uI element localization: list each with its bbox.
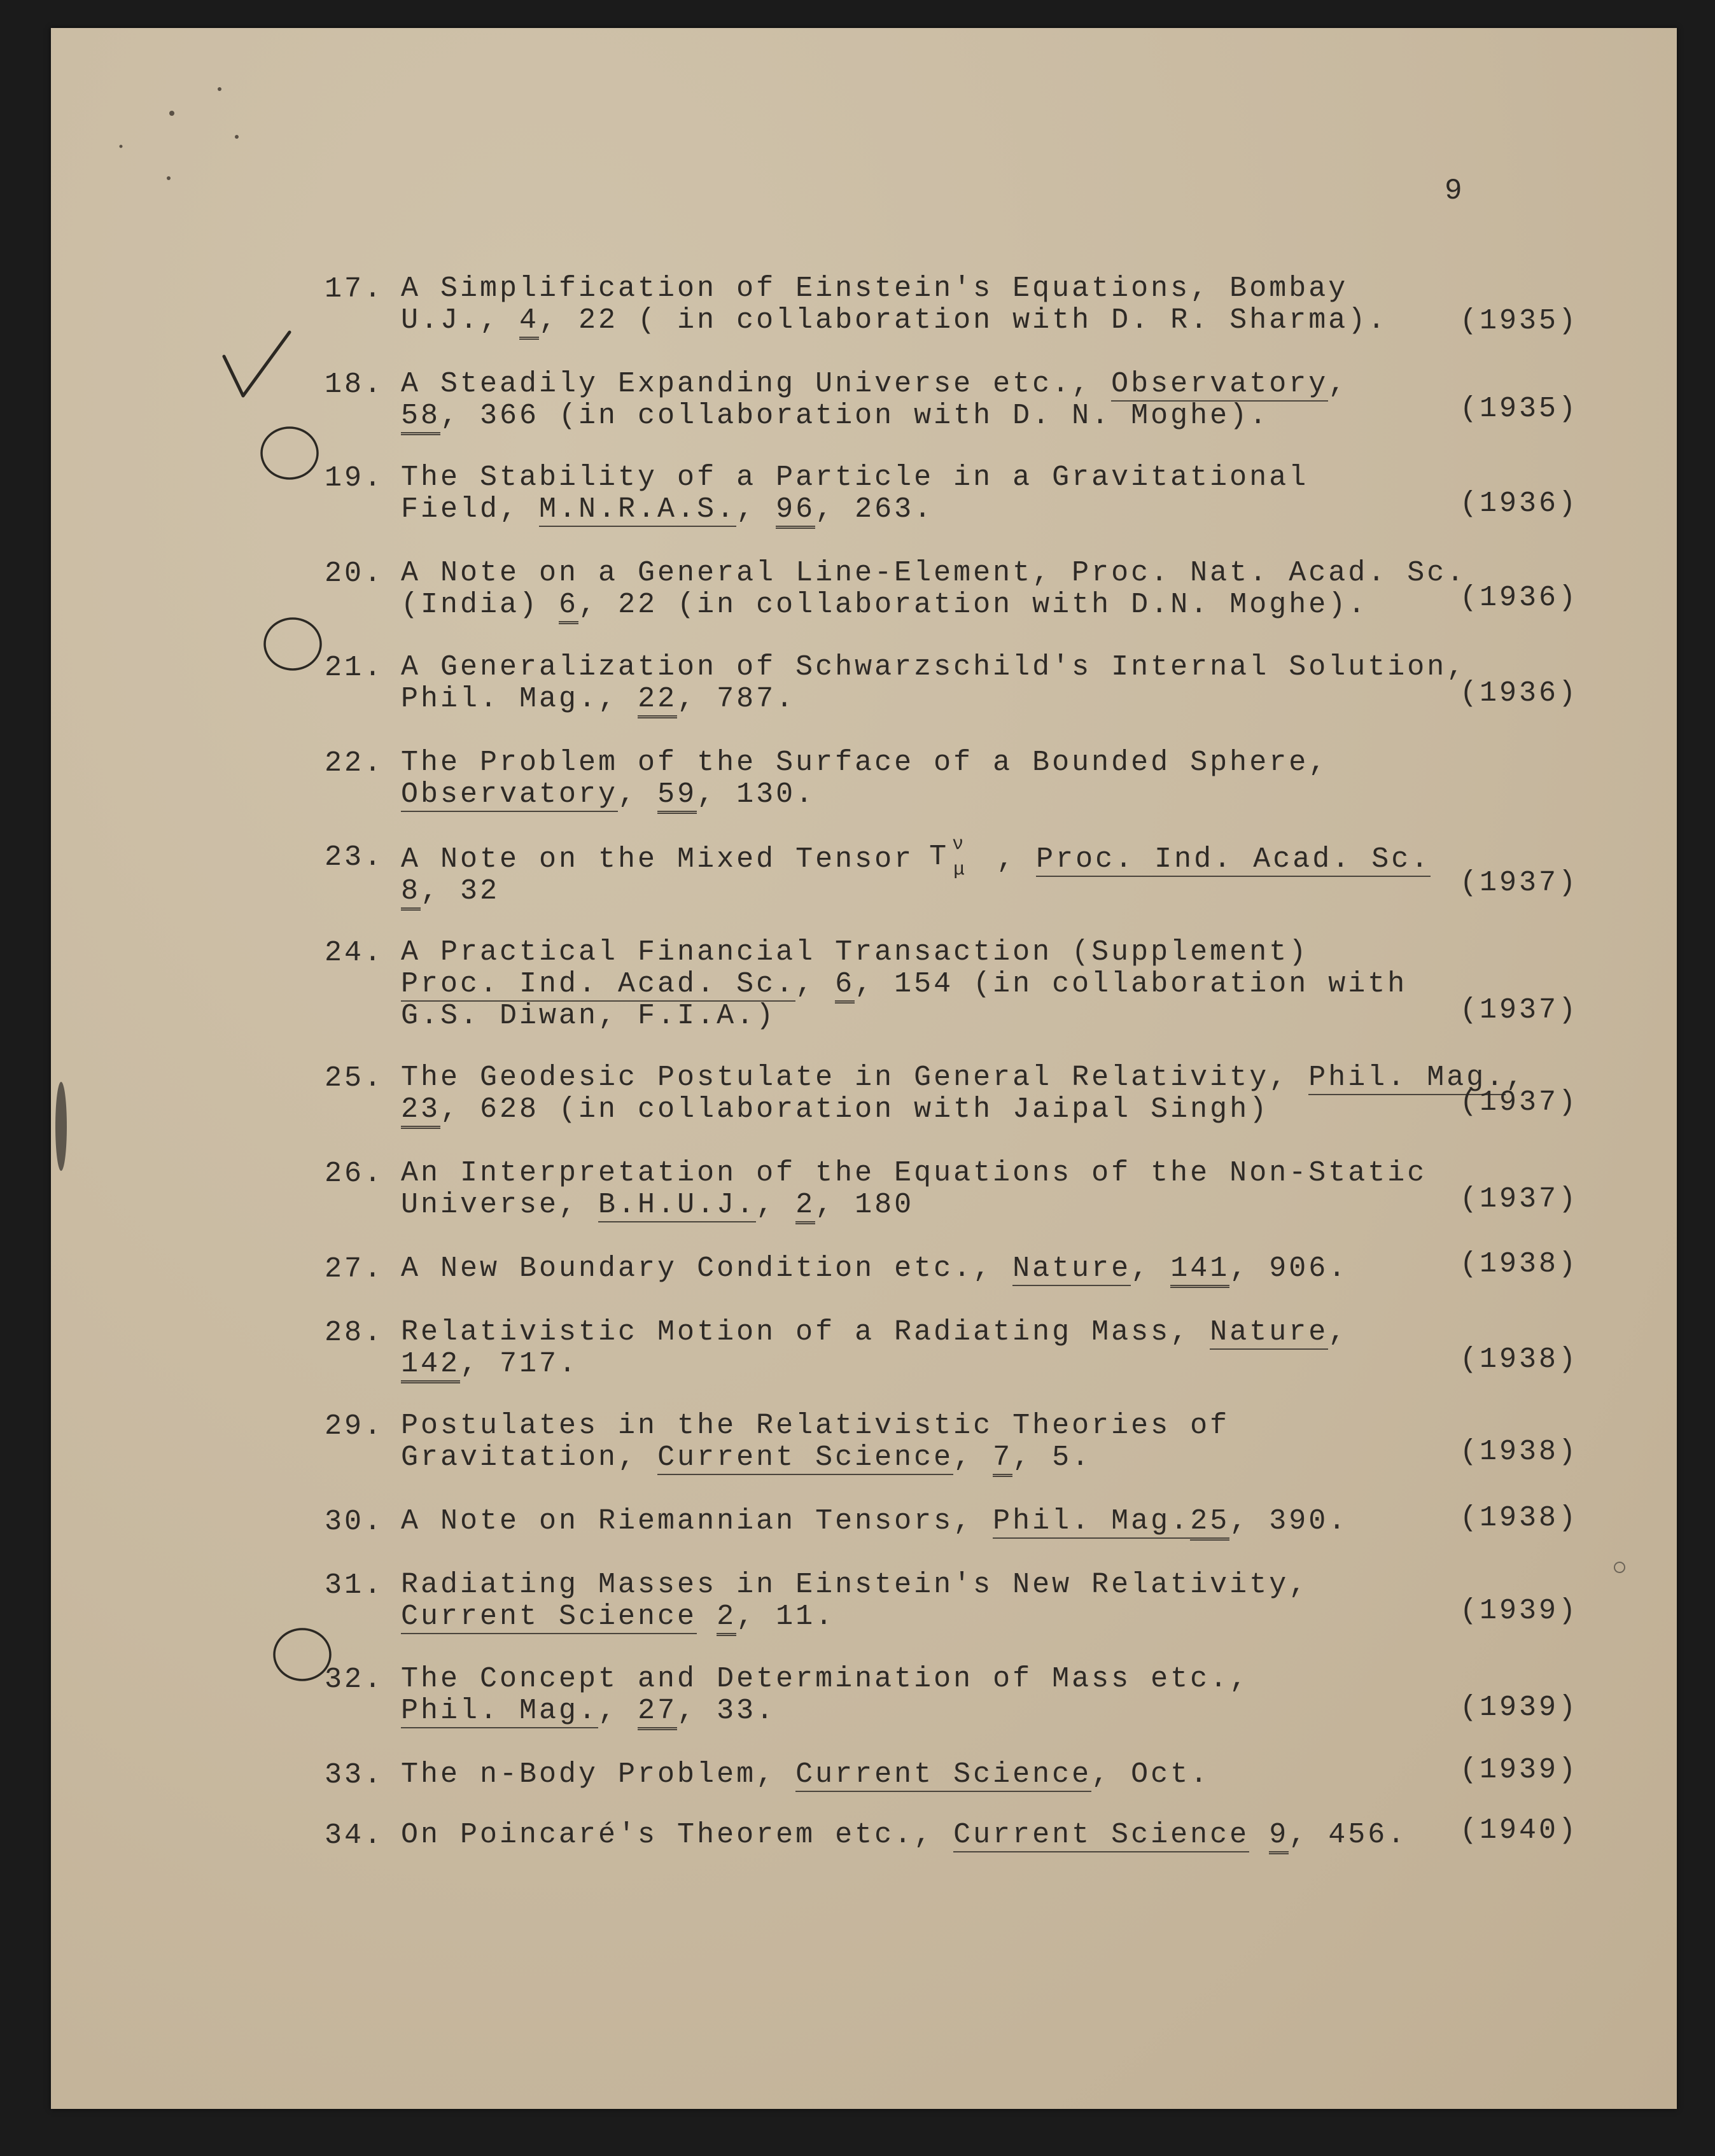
entry-year: (1939) — [1459, 1754, 1578, 1786]
journal: Proc. Ind. Acad. Sc. — [401, 968, 796, 1000]
entry-text: A Simplification of Einstein's Equations, Bombay U.J., 4, 22 ( in collaboration with D. R. Sharma). — [401, 273, 1521, 337]
entry-number: 34. — [325, 1819, 384, 1852]
journal: Phil. Mag. — [993, 1505, 1191, 1537]
entry-number: 21. — [325, 652, 384, 684]
entry-number: 30. — [325, 1506, 384, 1538]
entry-year: (1937) — [1459, 1086, 1578, 1119]
journal: M.N.R.A.S. — [539, 493, 737, 526]
journal: Nature — [1210, 1316, 1329, 1348]
entry-year: (1935) — [1459, 393, 1578, 425]
entry-text: Postulates in the Relativistic Theories of Gravitation, Current Science, 7, 5. — [401, 1410, 1521, 1474]
volume: 9 — [1269, 1819, 1289, 1854]
journal: Current Science — [953, 1819, 1250, 1851]
entry-year: (1936) — [1459, 487, 1578, 520]
journal: Phil. Mag. — [1308, 1061, 1506, 1094]
entry-text: A Generalization of Schwarzschild's Internal Solution, Phil. Mag., 22, 787. — [401, 652, 1521, 715]
volume: 2 — [717, 1600, 736, 1636]
journal: Observatory — [401, 778, 619, 811]
volume: 8 — [401, 875, 421, 911]
entry-year: (1937) — [1459, 994, 1578, 1026]
tensor-symbol: T ν μ — [929, 834, 965, 881]
entry-year: (1935) — [1459, 305, 1578, 337]
volume: 23 — [401, 1093, 440, 1129]
entry-year: (1937) — [1459, 867, 1578, 899]
volume: 7 — [993, 1441, 1012, 1477]
journal: B.H.U.J. — [598, 1189, 757, 1221]
volume: 59 — [657, 778, 697, 814]
entry-text: A Steadily Expanding Universe etc., Observatory, 58, 366 (in collaboration with D. N. Moghe). — [401, 368, 1521, 432]
volume: 142 — [401, 1348, 460, 1383]
entry-number: 32. — [325, 1663, 384, 1696]
journal: Current Science — [401, 1600, 697, 1633]
entry-text: The Concept and Determination of Mass etc., Phil. Mag., 27, 33. — [401, 1663, 1521, 1727]
entry-year: (1938) — [1459, 1436, 1578, 1468]
volume: 6 — [559, 589, 578, 624]
page-number: 9 — [1445, 174, 1465, 207]
entry-text: A New Boundary Condition etc., Nature, 141, 906. — [401, 1253, 1521, 1285]
entry-text: The n-Body Problem, Current Science, Oct. — [401, 1758, 1210, 1791]
entry-text: A Note on a General Line-Element, Proc. Nat. Acad. Sc. (India) 6, 22 (in collaboration with D.N. Moghe). — [401, 557, 1521, 621]
entry-number: 17. — [325, 273, 384, 305]
document-page — [51, 28, 1677, 2109]
entry-text: The Stability of a Particle in a Gravitational Field, M.N.R.A.S., 96, 263. — [401, 462, 1521, 526]
entry-number: 23. — [325, 841, 384, 874]
volume: 141 — [1170, 1252, 1229, 1288]
volume: 22 — [638, 683, 677, 718]
volume: 4 — [519, 304, 539, 340]
entry-text: The Problem of the Surface of a Bounded Sphere, Observatory, 59, 130. — [401, 747, 1521, 811]
entry-text: A Practical Financial Transaction (Supplement) Proc. Ind. Acad. Sc., 6, 154 (in collaboration with G.S. Diwan, F.I.A.) — [401, 936, 1408, 1032]
journal: Observatory — [1111, 368, 1329, 400]
entry-number: 27. — [325, 1253, 384, 1285]
journal: Current Science — [795, 1758, 1092, 1791]
entry-text: An Interpretation of the Equations of the Non-Static Universe, B.H.U.J., 2, 180 — [401, 1158, 1521, 1221]
entry-number: 31. — [325, 1569, 384, 1602]
volume: 27 — [638, 1695, 677, 1730]
entry-number: 20. — [325, 557, 384, 590]
entry-year: (1938) — [1459, 1502, 1578, 1534]
entry-number: 19. — [325, 462, 384, 494]
entry-text: Relativistic Motion of a Radiating Mass, Nature, 142, 717. — [401, 1317, 1521, 1380]
entry-number: 25. — [325, 1062, 384, 1095]
entry-number: 33. — [325, 1759, 384, 1791]
entry-year: (1939) — [1459, 1595, 1578, 1627]
journal: Current Science — [657, 1441, 954, 1474]
entry-year: (1936) — [1459, 582, 1578, 614]
entry-year: (1940) — [1459, 1814, 1578, 1847]
journal: Phil. Mag. — [401, 1695, 599, 1727]
entry-number: 29. — [325, 1410, 384, 1443]
volume: 6 — [835, 968, 855, 1004]
entry-number: 18. — [325, 368, 384, 401]
volume: 25 — [1190, 1505, 1229, 1541]
entry-year: (1939) — [1459, 1691, 1578, 1724]
journal: Nature — [1012, 1252, 1131, 1285]
journal: Proc. Ind. Acad. Sc. — [1036, 843, 1431, 876]
entry-year: (1936) — [1459, 677, 1578, 710]
entry-text: On Poincaré's Theorem etc., Current Science 9, 456. — [401, 1819, 1521, 1851]
entry-year: (1938) — [1459, 1343, 1578, 1376]
entry-text: A Note on Riemannian Tensors, Phil. Mag.25, 390. — [401, 1506, 1521, 1537]
entry-number: 24. — [325, 937, 384, 969]
volume: 2 — [795, 1189, 815, 1224]
entry-text: Radiating Masses in Einstein's New Relativity, Current Science 2, 11. — [401, 1569, 1521, 1633]
volume: 58 — [401, 400, 440, 435]
volume: 96 — [776, 493, 815, 529]
entry-number: 26. — [325, 1158, 384, 1190]
entry-year: (1937) — [1459, 1183, 1578, 1215]
entry-year: (1938) — [1459, 1248, 1578, 1280]
entry-text: A Note on the Mixed Tensor T ν μ , Proc. Ind. Acad. Sc. 8, 32 — [401, 841, 1521, 907]
entry-text: The Geodesic Postulate in General Relativity, Phil. Mag., 23, 628 (in collaboration with Jaipal Singh) — [401, 1062, 1521, 1126]
entry-number: 28. — [325, 1317, 384, 1349]
entry-number: 22. — [325, 747, 384, 780]
